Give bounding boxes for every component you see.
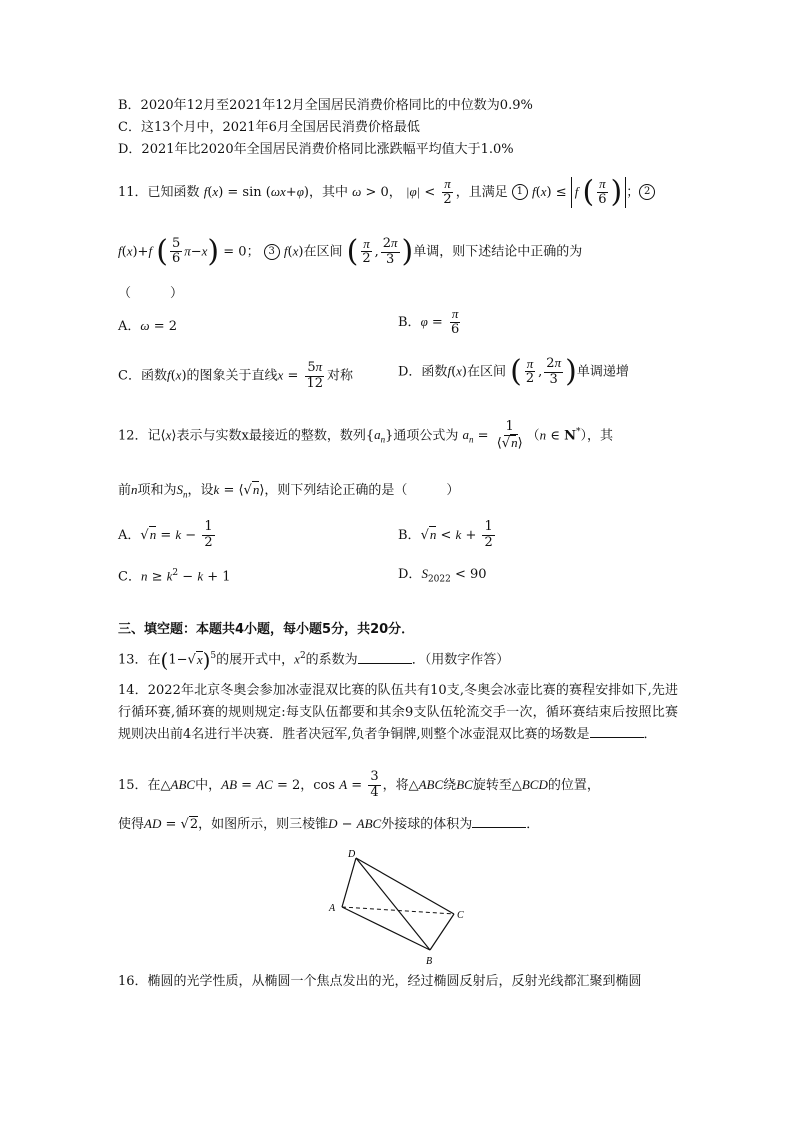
q12-option-a: A．√n = k − $\frac{1}{2}$ bbox=[118, 519, 213, 550]
q11-paren: （ ） bbox=[118, 286, 184, 301]
edge-bc bbox=[430, 914, 454, 950]
tetrahedron-figure bbox=[320, 844, 480, 970]
q12-option-b: B．√n < k + $\frac{1}{2}$ bbox=[398, 519, 493, 550]
q14: 14．2022年北京冬奥会参加冰壶混双比赛的队伍共有10支,冬奥会冰壶比赛的赛程安排如下,先进行循环赛,循环赛的规则规定:每支队伍都要和其余9支队伍轮流交手一次，循环赛结束后按照比赛规则决出前4名进行半决赛．胜者决冠军,负者争铜牌,则整个冰壶混双比赛的场数是 ． bbox=[118, 683, 678, 742]
edge-ab bbox=[342, 907, 430, 950]
q11-line1: 11．已知函数 f(x) = sin (ωx+φ)，其中 ω > 0， |φ| < $\frac{\pi}{2}$ ，且满足 1 f(x) ≤ f ( $\frac{\pi}{6}$ ) ； 2 bbox=[118, 177, 655, 208]
q10-option-c: C．这13个月中，2021年6月全国居民消费价格最低 bbox=[118, 120, 420, 135]
q11-option-b: B．φ = $\frac{\pi}{6}$ bbox=[398, 306, 460, 337]
label-c: C bbox=[457, 910, 464, 921]
q16: 16．椭圆的光学性质，从椭圆一个焦点发出的光，经过椭圆反射后，反射光线都汇聚到椭圆 bbox=[118, 974, 642, 989]
section-title: 三、填空题：本题共4小题，每小题5分，共20分． bbox=[118, 622, 415, 637]
edge-da bbox=[342, 858, 356, 907]
q12-line2: 前n项和为$S_n$，设k = ⟨√n⟩，则下列结论正确的是（ ） bbox=[118, 482, 460, 500]
q11-line2: f(x)+f ( $\frac{5}{6}$ π−x) = 0； 3 f(x)在区间 ( $\frac{\pi}{2}$ , $\frac{2\pi}{3}$ )单调，则下述结论中正确的为 bbox=[118, 233, 583, 269]
q10-option-b: B．2020年12月至2021年12月全国居民消费价格同比的中位数为0.9% bbox=[118, 98, 533, 113]
q11-option-a: A．ω = 2 bbox=[118, 318, 178, 334]
q15-line2: 使得AD = √2，如图所示，则三棱锥D − ABC外接球的体积为 ． bbox=[118, 816, 540, 832]
label-d: D bbox=[348, 849, 356, 860]
q12-option-d: D．$S_{2022} < 90$ bbox=[398, 566, 487, 585]
q10-option-d: D．2021年比2020年全国居民消费价格同比涨跌幅平均值大于1.0% bbox=[118, 142, 514, 157]
q13: 13．在$(1-√x)^5$的展开式中，$x^2$的系数为 ．（用数字作答） bbox=[118, 648, 510, 672]
label-a: A bbox=[329, 903, 336, 914]
edge-dc bbox=[356, 858, 454, 914]
edge-db bbox=[356, 858, 430, 950]
q11-option-c: C．函数f(x)的图象关于直线x = $\frac{5\pi}{12}$ 对称 bbox=[118, 359, 354, 391]
q15-line1: 15．在△ABC中，AB = AC = 2，cos A = $\frac{3}{4}$ ，将△ABC绕BC旋转至△BCD的位置， bbox=[118, 769, 600, 800]
edge-ac-hidden bbox=[342, 907, 454, 914]
q12-option-c: C．$n \ge k^2 - k + 1$ bbox=[118, 568, 231, 585]
q12-line1: 12．记⟨x⟩表示与实数x最接近的整数，数列$\{a_n\}$通项公式为 $a_n$ = $\frac{1}{⟨√n⟩}$ （n ∈ N*），其 bbox=[118, 419, 613, 451]
label-b: B bbox=[426, 956, 433, 967]
q11-option-d: D．函数f(x)在区间 ( $\frac{\pi}{2}$ , $\frac{2\pi}{3}$ )单调递增 bbox=[398, 353, 629, 389]
